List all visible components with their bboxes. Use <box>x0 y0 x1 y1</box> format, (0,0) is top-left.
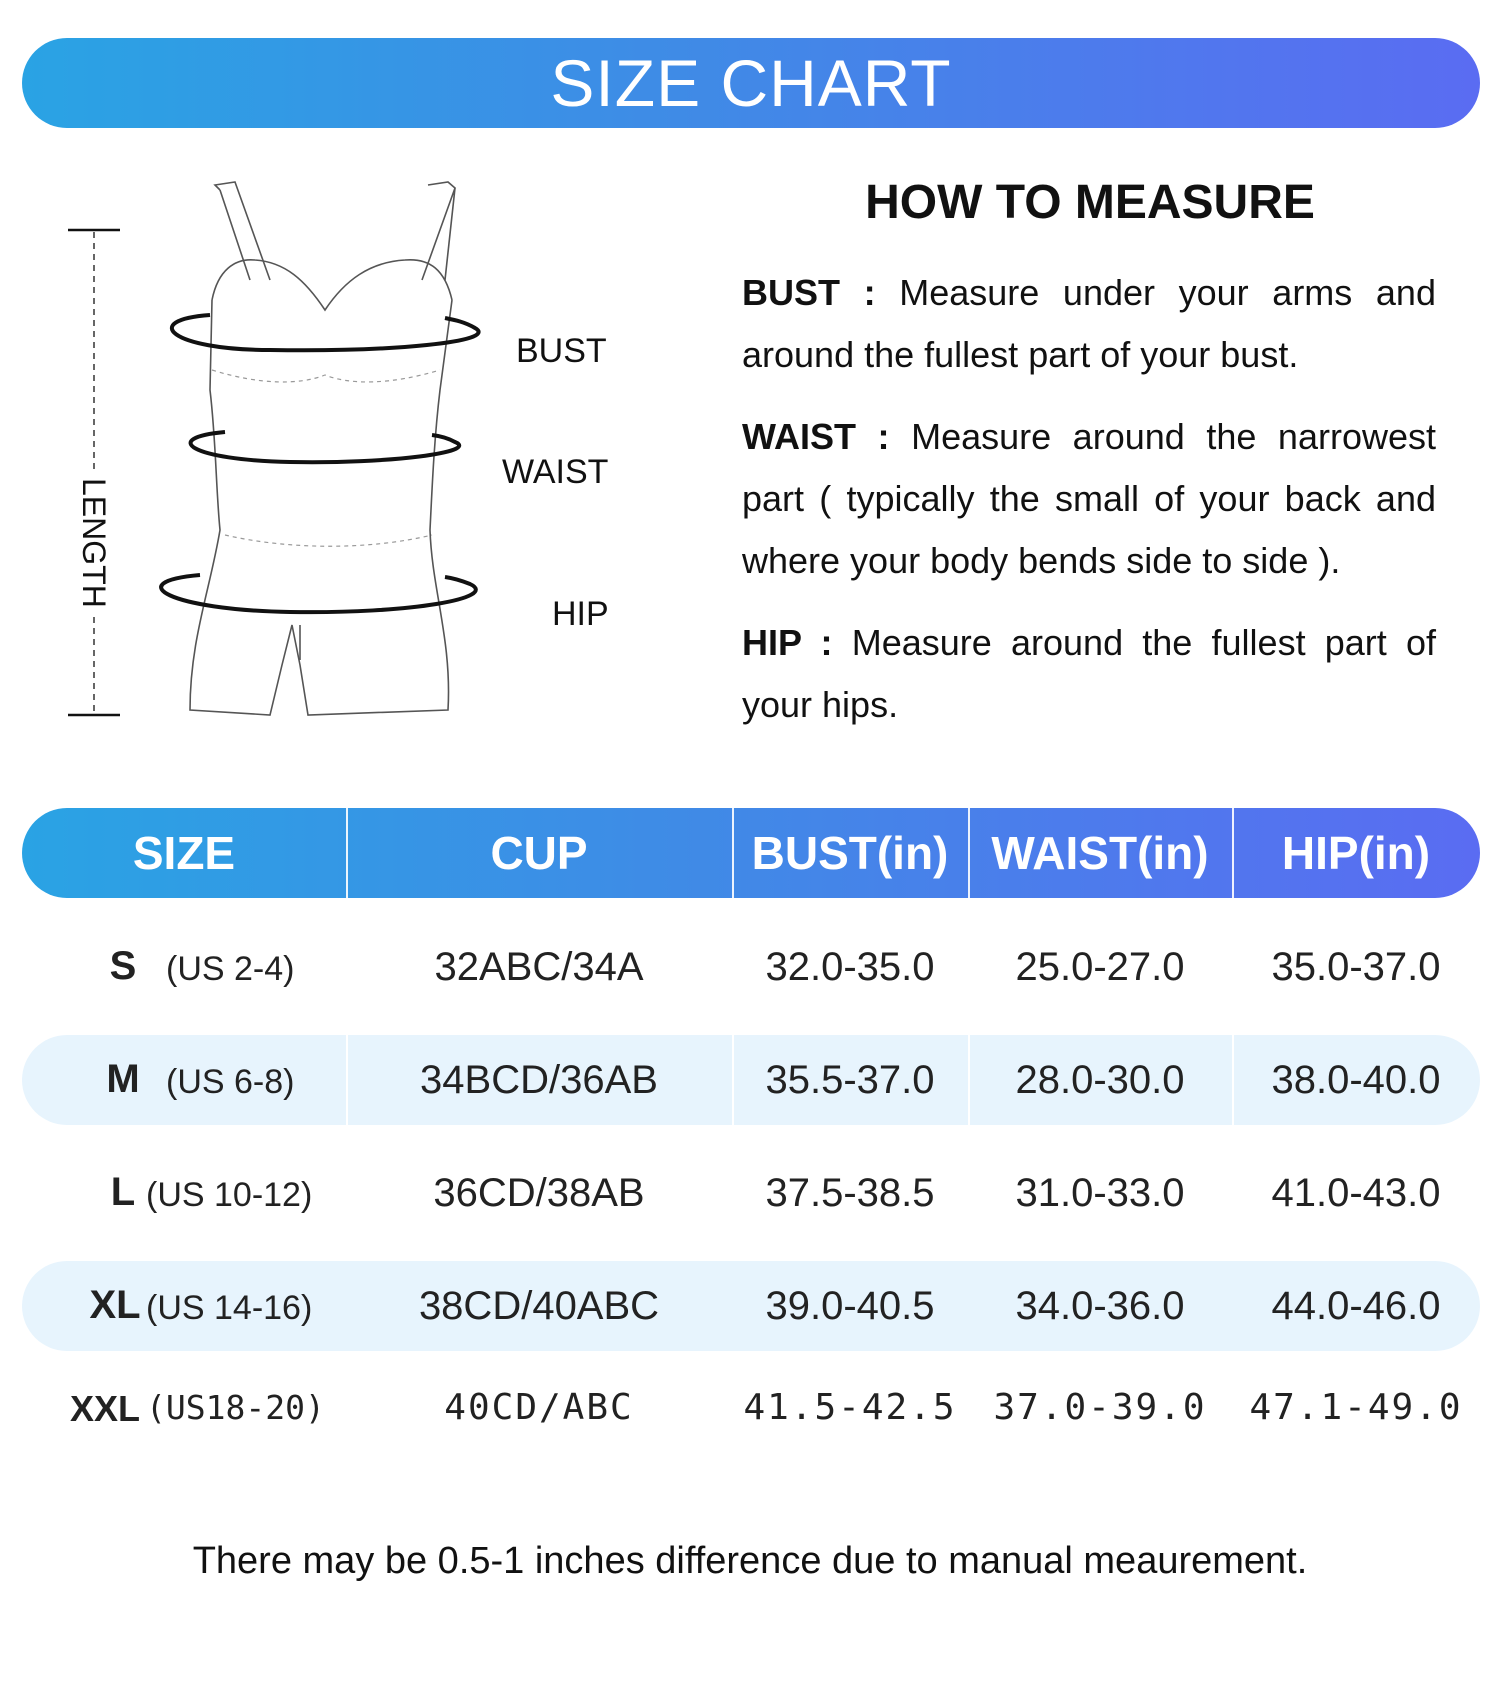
table-row <box>22 1035 1480 1125</box>
header-cup: CUP <box>490 827 588 879</box>
header-divider <box>346 808 348 898</box>
bust-label: BUST <box>516 332 607 370</box>
waist-instruction <box>742 406 1436 592</box>
bust-cell: 32.0-35.0 <box>765 944 935 989</box>
table-row <box>22 1261 1480 1351</box>
waist-term: WAIST : <box>742 416 890 457</box>
hip-cell: 35.0-37.0 <box>1271 944 1441 989</box>
waist-label: WAIST <box>502 453 609 491</box>
how-to-measure-title: HOW TO MEASURE <box>865 176 1315 229</box>
cup-cell: 38CD/40ABC <box>418 1283 660 1328</box>
bust-text: Measure under your arms and around the fullest part of your bust. <box>742 272 1436 375</box>
hip-term: HIP : <box>742 622 833 663</box>
size-label: S <box>109 944 137 988</box>
waist-cell: 25.0-27.0 <box>1015 944 1185 989</box>
bust-cell: 41.5-42.5 <box>743 1386 957 1428</box>
header-hip: HIP(in) <box>1281 827 1431 879</box>
waist-cell: 31.0-33.0 <box>1015 1170 1185 1215</box>
header-size: SIZE <box>132 827 236 879</box>
us-size: (US 2-4) <box>166 950 295 988</box>
waist-cell: 28.0-30.0 <box>1015 1057 1185 1102</box>
table-header <box>22 808 1480 898</box>
size-label: XL <box>89 1283 141 1327</box>
waist-text: Measure around the narrowest part ( typically the small of your back and where your body bends side to side ). <box>742 416 1436 581</box>
bust-cell: 39.0-40.5 <box>765 1283 935 1328</box>
hip-cell: 41.0-43.0 <box>1271 1170 1441 1215</box>
waist-cell: 34.0-36.0 <box>1015 1283 1185 1328</box>
size-label: XXL <box>69 1388 140 1429</box>
table-row <box>22 1148 1480 1238</box>
bust-term: BUST : <box>742 272 876 313</box>
us-size: (US 6-8) <box>166 1063 295 1101</box>
header-divider <box>1232 808 1234 898</box>
hip-label: HIP <box>552 595 609 633</box>
header-divider <box>968 808 970 898</box>
bust-cell: 37.5-38.5 <box>765 1170 935 1215</box>
length-label: LENGTH <box>75 470 112 616</box>
cup-cell: 40CD/ABC <box>444 1386 634 1428</box>
us-size: (US 14-16) <box>146 1289 313 1327</box>
table-row <box>22 1362 1480 1452</box>
measurement-note: There may be 0.5-1 inches difference due to manual meaurement. <box>192 1540 1308 1582</box>
size-label: L <box>110 1170 136 1214</box>
size-label: M <box>106 1057 140 1101</box>
hip-cell: 44.0-46.0 <box>1271 1283 1441 1328</box>
bust-instruction <box>742 262 1436 386</box>
banner-title: SIZE CHART <box>550 46 952 120</box>
hip-instruction <box>742 612 1436 736</box>
waist-cell: 37.0-39.0 <box>993 1386 1207 1428</box>
header-divider <box>732 808 734 898</box>
cup-cell: 36CD/38AB <box>433 1170 645 1215</box>
hip-text: Measure around the fullest part of your hips. <box>742 622 1436 725</box>
measurement-figure <box>60 170 660 740</box>
us-size: (US 10-12) <box>146 1176 313 1214</box>
hip-cell: 47.1-49.0 <box>1249 1386 1463 1428</box>
us-size: (US18-20) <box>146 1388 325 1427</box>
header-waist: WAIST(in) <box>991 827 1209 879</box>
header-bust: BUST(in) <box>751 827 949 879</box>
table-row <box>22 922 1480 1012</box>
size-chart-banner <box>22 38 1480 128</box>
cup-cell: 34BCD/36AB <box>420 1057 658 1102</box>
cup-cell: 32ABC/34A <box>434 944 644 989</box>
bust-cell: 35.5-37.0 <box>765 1057 935 1102</box>
hip-cell: 38.0-40.0 <box>1271 1057 1441 1102</box>
